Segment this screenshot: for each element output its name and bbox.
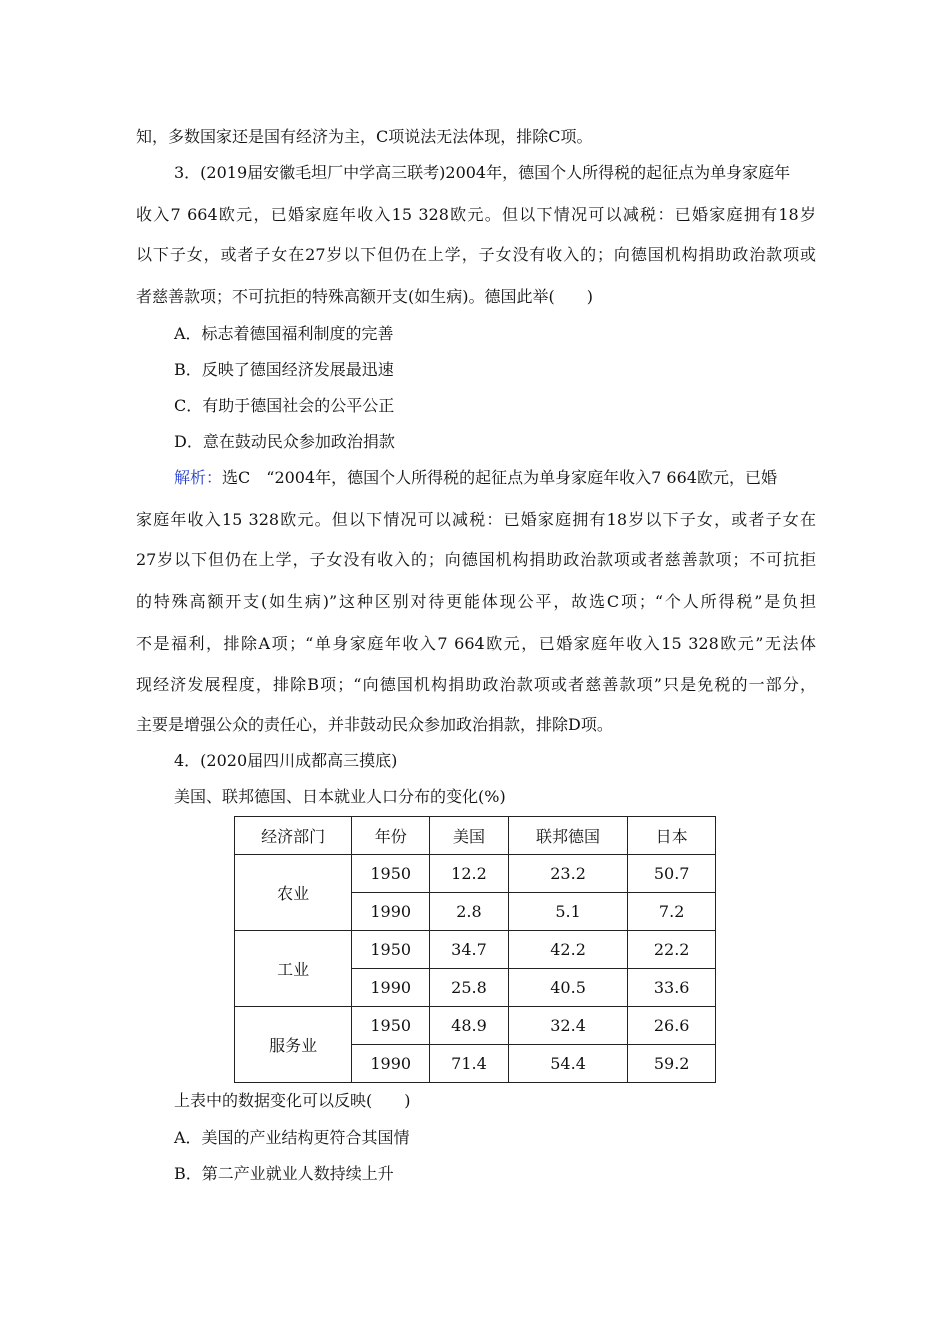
year-cell: 1950 [352,855,430,893]
analysis-line: 27岁以下但仍在上学，子女没有收入的；向德国机构捐助政治款项或者慈善款项；不可抗拒 [136,550,816,569]
value-cell: 50.7 [628,855,716,893]
sector-cell: 农业 [235,855,352,931]
option-c: C．有助于德国社会的公平公正 [174,396,395,415]
value-cell: 22.2 [628,931,716,969]
value-cell: 32.4 [508,1007,627,1045]
analysis-line: 不是福利，排除A项；“单身家庭年收入7 664欧元，已婚家庭年收入15 328欧元”无法体 [136,634,816,653]
question-3-stem-line: 以下子女，或者子女在27岁以下但仍在上学，子女没有收入的；向德国机构捐助政治款项或 [136,245,816,264]
value-cell: 48.9 [430,1007,509,1045]
analysis-line: 现经济发展程度，排除B项；“向德国机构捐助政治款项或者慈善款项”只是免税的一部分， [136,675,816,694]
option-a: A．标志着德国福利制度的完善 [174,324,394,343]
analysis-text: 选C “2004年，德国个人所得税的起征点为单身家庭年收入7 664欧元，已婚 [222,468,777,487]
table-row [235,855,716,893]
option-d: D．意在鼓动民众参加政治捐款 [174,432,395,451]
question-3-stem-line: 收入7 664欧元，已婚家庭年收入15 328欧元。但以下情况可以减税：已婚家庭拥有18岁 [136,205,816,224]
question-3-stem-line: 者慈善款项；不可抗拒的特殊高额开支(如生病)。德国此举( ) [136,287,593,306]
year-cell: 1950 [352,1007,430,1045]
column-header: 经济部门 [235,817,352,855]
value-cell: 34.7 [430,931,509,969]
table-row [235,1007,716,1045]
value-cell: 26.6 [628,1007,716,1045]
analysis-line: 的特殊高额开支(如生病)”这种区别对待更能体现公平，故选C项；“个人所得税”是负担 [136,592,816,611]
analysis-line: 家庭年收入15 328欧元。但以下情况可以减税：已婚家庭拥有18岁以下子女，或者子女在 [136,510,816,529]
value-cell: 5.1 [508,893,627,931]
question-4-header: 4．(2020届四川成都高三摸底) [174,751,398,770]
value-cell: 7.2 [628,893,716,931]
table-row [235,931,716,969]
sector-cell: 服务业 [235,1007,352,1083]
column-header: 日本 [628,817,716,855]
value-cell: 40.5 [508,969,627,1007]
option-b: B．反映了德国经济发展最迅速 [174,360,394,379]
employment-table [234,816,716,1083]
year-cell: 1990 [352,893,430,931]
table-title: 美国、联邦德国、日本就业人口分布的变化(%) [174,787,506,806]
question-3-stem: 3．(2019届安徽毛坦厂中学高三联考)2004年，德国个人所得税的起征点为单身家庭年 [174,163,791,182]
text-line: 知，多数国家还是国有经济为主，C项说法无法体现，排除C项。 [136,127,593,146]
column-header: 联邦德国 [508,817,627,855]
value-cell: 2.8 [430,893,509,931]
analysis-label: 解析： [174,468,223,487]
question-4-stem: 上表中的数据变化可以反映( ) [174,1091,411,1110]
column-header: 年份 [352,817,430,855]
column-header: 美国 [430,817,509,855]
value-cell: 23.2 [508,855,627,893]
year-cell: 1990 [352,1045,430,1083]
table-header-row [235,817,716,855]
year-cell: 1990 [352,969,430,1007]
value-cell: 33.6 [628,969,716,1007]
option-b: B．第二产业就业人数持续上升 [174,1164,394,1183]
value-cell: 59.2 [628,1045,716,1083]
sector-cell: 工业 [235,931,352,1007]
value-cell: 54.4 [508,1045,627,1083]
analysis-line: 主要是增强公众的责任心，并非鼓动民众参加政治捐款，排除D项。 [136,715,613,734]
option-a: A．美国的产业结构更符合其国情 [174,1128,410,1147]
analysis-first-line [174,468,777,488]
value-cell: 12.2 [430,855,509,893]
year-cell: 1950 [352,931,430,969]
value-cell: 71.4 [430,1045,509,1083]
value-cell: 42.2 [508,931,627,969]
value-cell: 25.8 [430,969,509,1007]
